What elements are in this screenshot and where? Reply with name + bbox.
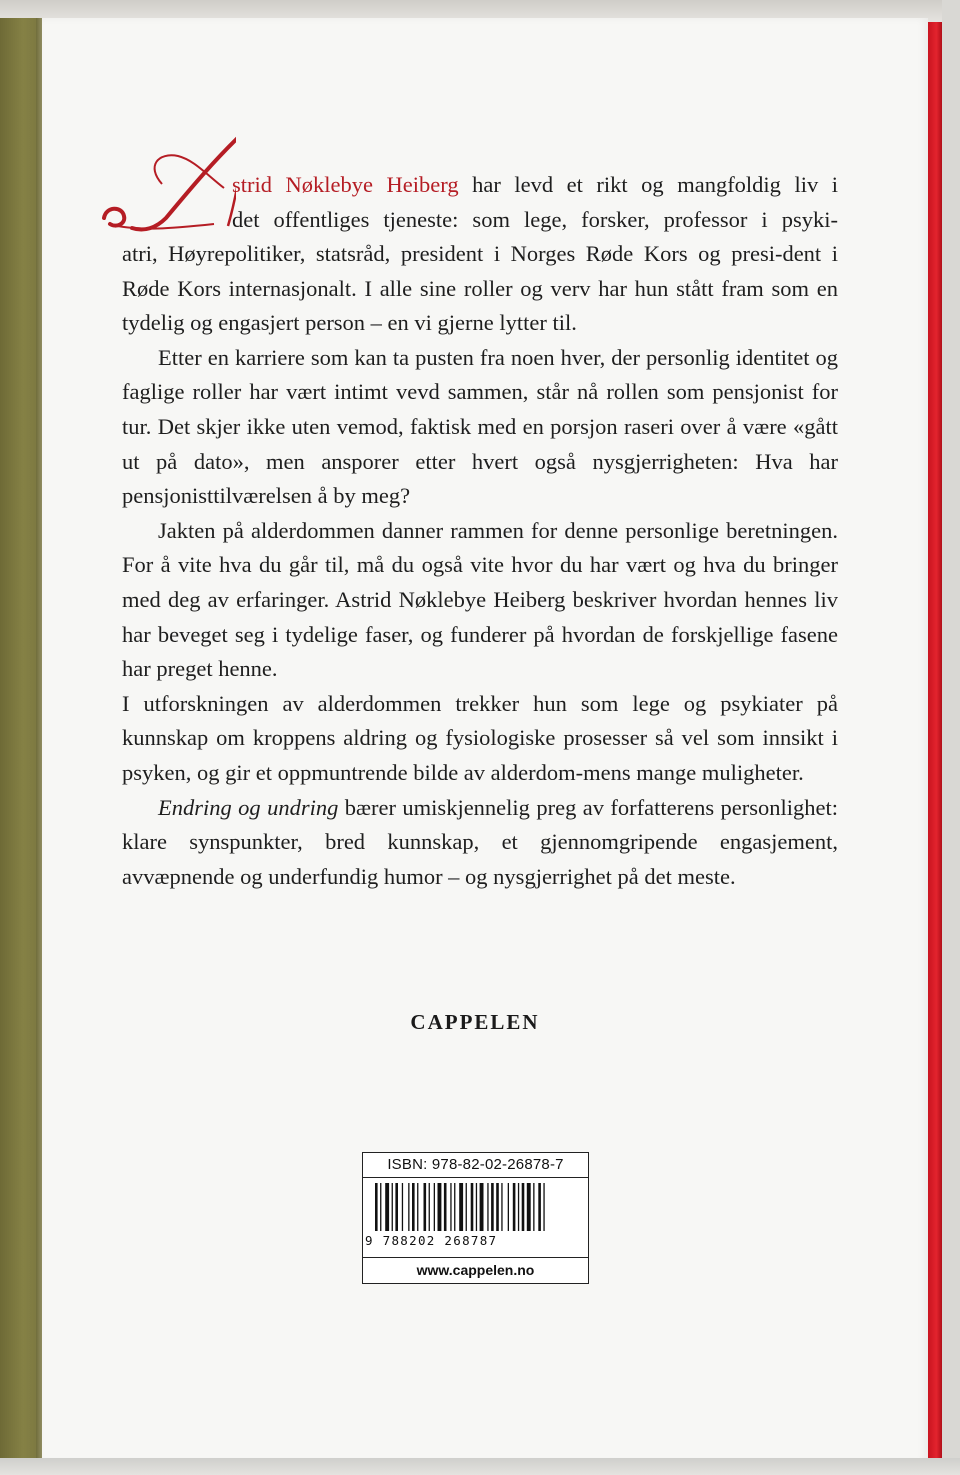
paragraph-4: I utforskningen av alderdommen trekker hun som lege og psykiater på kunnskap om kroppens aldring og fysiologiske prosesser så vel som innsikt i psyken, og gir et oppmuntrende bilde av alderdom-mens mange muligheter. (122, 690, 838, 785)
author-name: strid Nøklebye Heiberg (232, 172, 459, 197)
intro-line-2: det offentliges tjeneste: som lege, forsker, professor i psyki- (232, 206, 838, 232)
isbn-label: ISBN: 978-82-02-26878-7 (363, 1153, 588, 1178)
book-title-italic: Endring og undring (158, 794, 339, 820)
background-right (942, 0, 960, 1475)
paragraph-1-rest: atri, Høyrepolitiker, statsråd, president i Norges Røde Kors og presi-dent i Røde Kors internasjonalt. I alle sine roller og verv har hun stått fram som en tydelig og engasjert person – en vi gjerne lytter til. (122, 241, 838, 336)
barcode-digits: 9 788202 268787 (365, 1233, 498, 1248)
barcode-box (362, 1152, 589, 1284)
intro-line-1-text: har levd et rikt og mangfoldig liv i (458, 172, 838, 197)
paragraph-5 (122, 791, 838, 895)
bottom-shadow (0, 1458, 960, 1475)
publisher-website: www.cappelen.no (363, 1257, 588, 1284)
drop-cap-initial (96, 128, 236, 238)
paragraph-5-text: bærer umiskjennelig preg av forfatterens personlighet: klare synspunkter, bred kunnskap, et gjennomgripende engasjement, avvæpnende og underfundig humor – og nysgjerrighet på det meste. (122, 794, 838, 889)
intro-line-1 (232, 168, 838, 203)
barcode-bars (369, 1183, 581, 1233)
red-page-edge (928, 22, 942, 1462)
paragraph-3: Jakten på alderdommen danner rammen for denne personlige beretningen. For å vite hva du går til, må du også vite hvor du har vært og hva du bringer med deg av erfaringer. Astrid Nøklebye Heiberg beskriver hvordan hennes liv har beveget seg i tydelige faser, og funderer på hvordan de forskjellige fasene har preget henne. (122, 517, 838, 682)
paragraph-2: Etter en karriere som kan ta pusten fra noen hver, der personlig identitet og faglige roller har vært intimt vevd sammen, står nå rollen som pensjonist for tur. Det skjer ikke uten vemod, faktisk med en porsjon raseri over å være «gått ut på dato», men ansporer etter hvert også nysgjerrigheten: Hva har pensjonisttilværelsen å by meg? (122, 344, 838, 509)
publisher-name: CAPPELEN (410, 1010, 540, 1034)
body-text (122, 237, 838, 894)
